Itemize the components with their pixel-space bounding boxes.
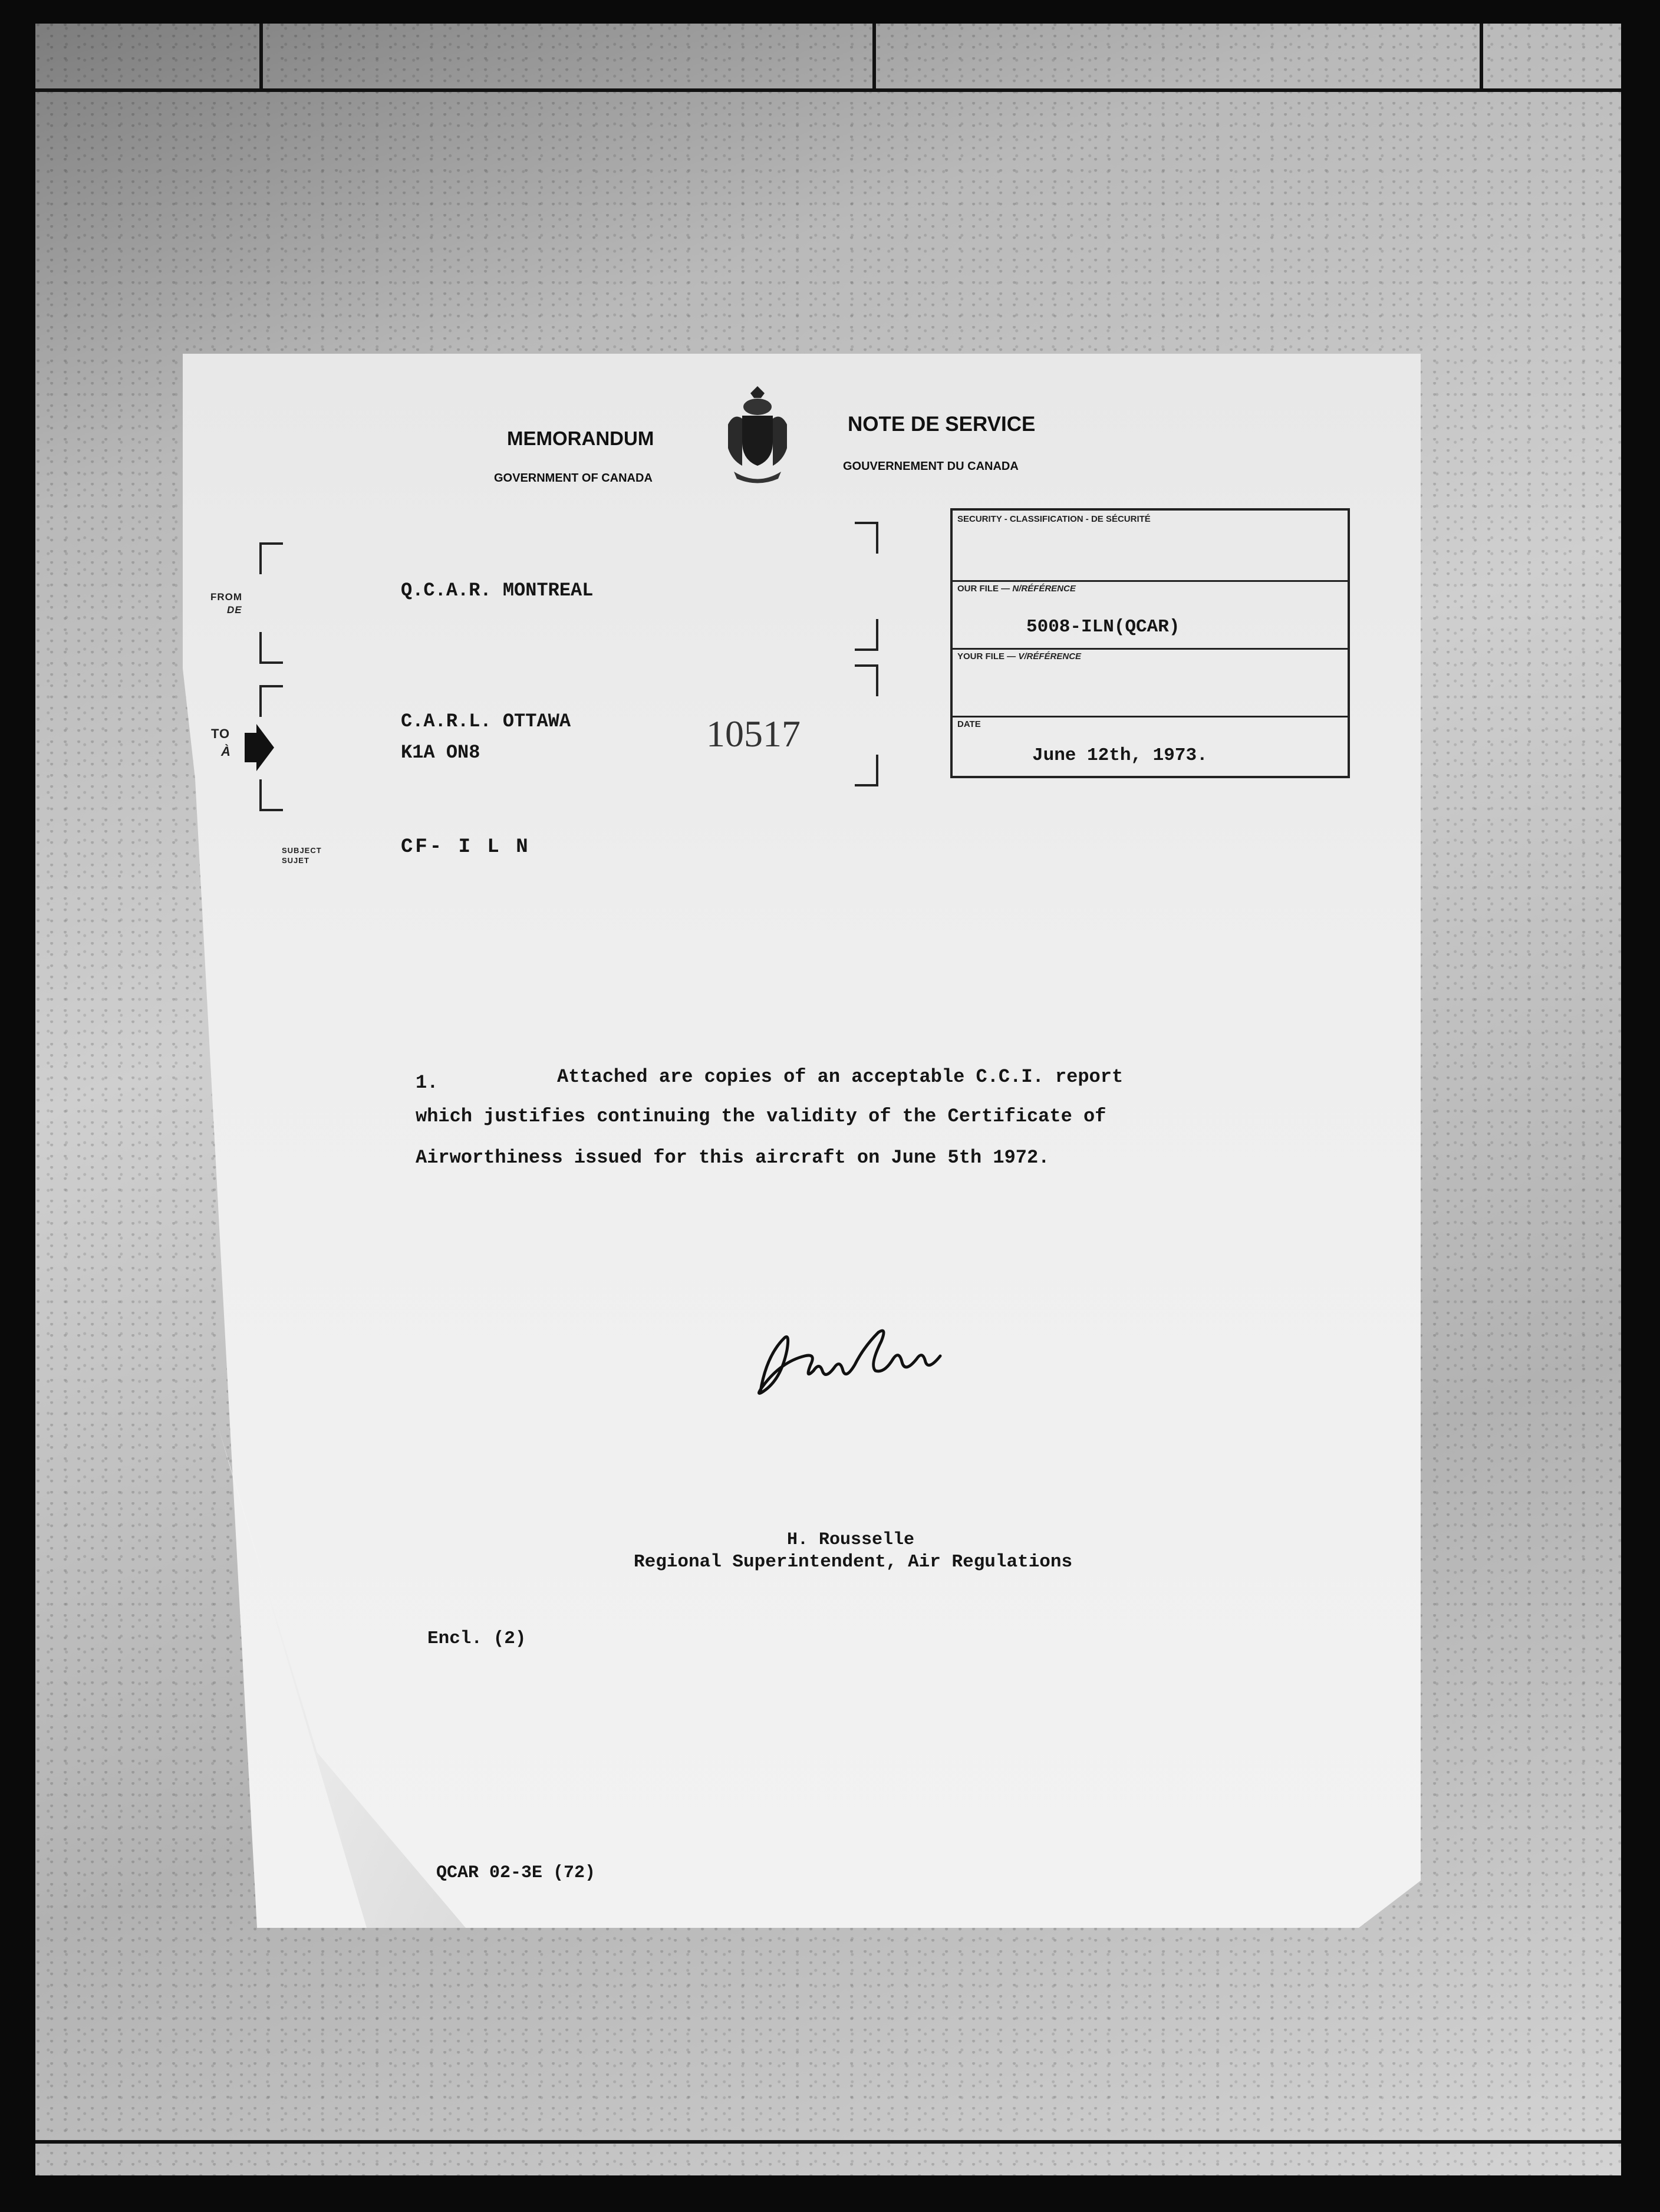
frame-top-tick bbox=[259, 24, 263, 88]
body-line-2: which justifies continuing the validity of the Certificate of bbox=[416, 1105, 1106, 1127]
to-label-fr: À bbox=[221, 744, 231, 759]
your-file-label: YOUR FILE — V/RÉFÉRENCE bbox=[957, 651, 1082, 661]
to-line-2: K1A ON8 bbox=[401, 742, 480, 763]
memo-title-en: MEMORANDUM bbox=[507, 427, 654, 449]
signature-image bbox=[749, 1321, 984, 1415]
date-label: DATE bbox=[957, 719, 981, 729]
coat-of-arms-icon bbox=[722, 383, 793, 483]
signer-title: Regional Superintendent, Air Regulations bbox=[634, 1552, 1073, 1572]
subject-label: SUBJECT bbox=[282, 846, 322, 855]
subject-label-fr: SUJET bbox=[282, 856, 309, 865]
to-line-1: C.A.R.L. OTTAWA bbox=[401, 710, 571, 732]
frame-bottom-line bbox=[35, 2140, 1621, 2144]
from-bracket-tl bbox=[259, 542, 283, 574]
to-label: TO bbox=[211, 726, 230, 741]
frame-top-tick bbox=[1480, 24, 1483, 88]
enclosure: Encl. (2) bbox=[427, 1628, 526, 1649]
to-bracket-tl bbox=[259, 685, 283, 717]
from-label-fr: DE bbox=[227, 604, 242, 615]
microfilm-frame bbox=[35, 24, 1621, 2175]
from-value: Q.C.A.R. MONTREAL bbox=[401, 580, 594, 601]
paragraph-number: 1. bbox=[416, 1072, 439, 1094]
our-file-cell bbox=[953, 580, 1348, 650]
gov-en: GOVERNMENT OF CANADA bbox=[494, 472, 653, 485]
security-label: SECURITY - CLASSIFICATION - DE SÉCURITÉ bbox=[957, 514, 1151, 524]
security-cell bbox=[953, 511, 1348, 582]
stamp-number: 10517 bbox=[706, 713, 801, 755]
to-bracket-br bbox=[855, 755, 878, 786]
reference-box bbox=[950, 508, 1350, 778]
form-number: QCAR 02-3E (72) bbox=[436, 1863, 596, 1883]
date-cell bbox=[953, 716, 1348, 773]
frame-top-line bbox=[35, 88, 1621, 92]
from-bracket-br bbox=[855, 619, 878, 651]
gov-fr: GOUVERNEMENT DU CANADA bbox=[843, 460, 1019, 473]
signer-name: H. Rousselle bbox=[787, 1530, 915, 1550]
to-arrow-icon bbox=[245, 724, 274, 771]
to-bracket-tr bbox=[855, 664, 878, 696]
subject-value: CF- I L N bbox=[401, 836, 531, 858]
our-file-value: 5008-ILN(QCAR) bbox=[1026, 617, 1180, 637]
frame-top-tick bbox=[872, 24, 876, 88]
from-bracket-bl bbox=[259, 632, 283, 664]
memo-title-fr: NOTE DE SERVICE bbox=[848, 413, 1036, 436]
from-bracket-tr bbox=[855, 522, 878, 554]
body-line-1: Attached are copies of an acceptable C.C.I. report bbox=[557, 1066, 1124, 1088]
from-label: FROM bbox=[210, 591, 243, 603]
your-file-cell bbox=[953, 648, 1348, 717]
body-line-3: Airworthiness issued for this aircraft on June 5th 1972. bbox=[416, 1147, 1050, 1168]
to-bracket-bl bbox=[259, 779, 283, 811]
date-value: June 12th, 1973. bbox=[1032, 745, 1208, 766]
our-file-label: OUR FILE — N/RÉFÉRENCE bbox=[957, 584, 1076, 594]
